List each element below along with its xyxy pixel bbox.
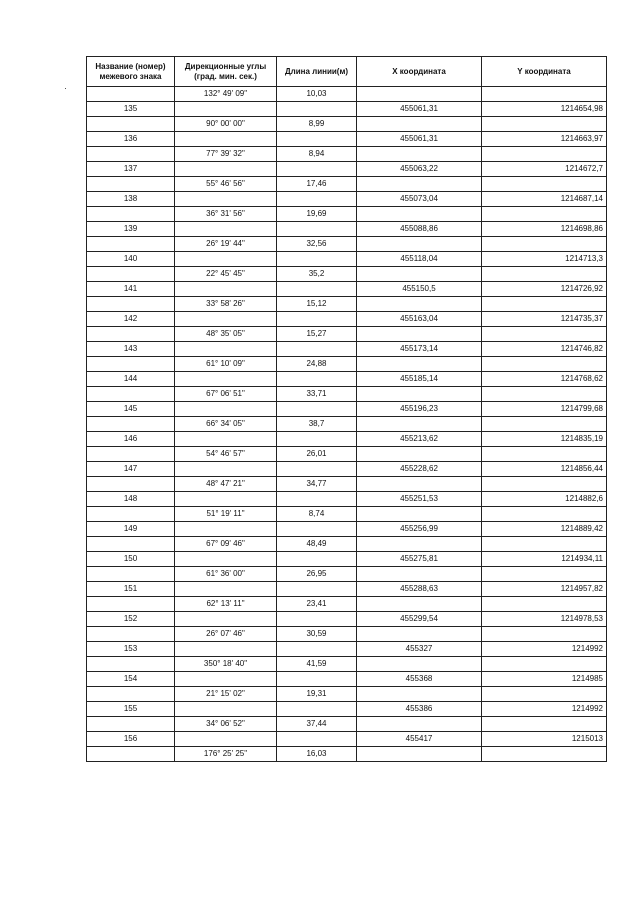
table-row [87, 387, 607, 402]
empty-cell [482, 417, 607, 432]
empty-cell [277, 582, 357, 597]
direction-angle-cell: 350° 18' 40" [175, 657, 277, 672]
empty-cell [482, 327, 607, 342]
empty-cell [357, 177, 482, 192]
empty-cell [277, 612, 357, 627]
line-length-cell: 26,01 [277, 447, 357, 462]
x-coordinate-cell: 455417 [357, 732, 482, 747]
empty-cell [277, 132, 357, 147]
empty-cell [482, 657, 607, 672]
direction-angle-cell: 26° 19' 44" [175, 237, 277, 252]
empty-cell [482, 357, 607, 372]
empty-cell [87, 627, 175, 642]
empty-cell [175, 582, 277, 597]
mark-name-cell: 147 [87, 462, 175, 477]
empty-cell [357, 237, 482, 252]
line-length-cell: 10,03 [277, 87, 357, 102]
empty-cell [175, 612, 277, 627]
table-row [87, 672, 607, 687]
direction-angle-cell: 48° 35' 05" [175, 327, 277, 342]
x-coordinate-cell: 455251,53 [357, 492, 482, 507]
empty-cell [87, 147, 175, 162]
empty-cell [482, 297, 607, 312]
y-coordinate-cell: 1214698,86 [482, 222, 607, 237]
empty-cell [87, 507, 175, 522]
line-length-cell: 15,27 [277, 327, 357, 342]
mark-name-cell: 143 [87, 342, 175, 357]
empty-cell [482, 507, 607, 522]
x-coordinate-cell: 455228,62 [357, 462, 482, 477]
empty-cell [175, 672, 277, 687]
table-row [87, 222, 607, 237]
empty-cell [87, 267, 175, 282]
direction-angle-cell: 61° 36' 00" [175, 567, 277, 582]
mark-name-cell: 152 [87, 612, 175, 627]
header-direction-angle: Дирекционные углы (град. мин. сек.) [175, 57, 277, 87]
table-row [87, 282, 607, 297]
direction-angle-cell: 77° 39' 32" [175, 147, 277, 162]
empty-cell [87, 177, 175, 192]
direction-angle-cell: 21° 15' 02" [175, 687, 277, 702]
empty-cell [482, 87, 607, 102]
y-coordinate-cell: 1214687,14 [482, 192, 607, 207]
direction-angle-cell: 66° 34' 05" [175, 417, 277, 432]
empty-cell [277, 252, 357, 267]
y-coordinate-cell: 1214735,37 [482, 312, 607, 327]
empty-cell [277, 642, 357, 657]
y-coordinate-cell: 1214985 [482, 672, 607, 687]
empty-cell [277, 102, 357, 117]
x-coordinate-cell: 455256,99 [357, 522, 482, 537]
empty-cell [482, 207, 607, 222]
empty-cell [277, 402, 357, 417]
empty-cell [277, 432, 357, 447]
header-x-coordinate: X координата [357, 57, 482, 87]
x-coordinate-cell: 455386 [357, 702, 482, 717]
table-row [87, 147, 607, 162]
empty-cell [87, 477, 175, 492]
table-row [87, 717, 607, 732]
empty-cell [357, 567, 482, 582]
empty-cell [175, 402, 277, 417]
line-length-cell: 24,88 [277, 357, 357, 372]
header-mark-name: Название (номер) межевого знака [87, 57, 175, 87]
y-coordinate-cell: 1214663,97 [482, 132, 607, 147]
mark-name-cell: 148 [87, 492, 175, 507]
empty-cell [87, 237, 175, 252]
mark-name-cell: 142 [87, 312, 175, 327]
x-coordinate-cell: 455368 [357, 672, 482, 687]
line-length-cell: 35,2 [277, 267, 357, 282]
empty-cell [357, 87, 482, 102]
y-coordinate-cell: 1214882,6 [482, 492, 607, 507]
table-row [87, 492, 607, 507]
empty-cell [175, 732, 277, 747]
empty-cell [277, 702, 357, 717]
empty-cell [357, 687, 482, 702]
table-row [87, 582, 607, 597]
table-row [87, 252, 607, 267]
empty-cell [175, 102, 277, 117]
line-length-cell: 15,12 [277, 297, 357, 312]
empty-cell [357, 747, 482, 762]
y-coordinate-cell: 1214713,3 [482, 252, 607, 267]
empty-cell [482, 687, 607, 702]
table-row [87, 477, 607, 492]
empty-cell [87, 537, 175, 552]
empty-cell [357, 507, 482, 522]
mark-name-cell: 144 [87, 372, 175, 387]
empty-cell [87, 687, 175, 702]
direction-angle-cell: 67° 09' 46" [175, 537, 277, 552]
table-row [87, 267, 607, 282]
empty-cell [277, 282, 357, 297]
empty-cell [277, 732, 357, 747]
line-length-cell: 38,7 [277, 417, 357, 432]
empty-cell [277, 522, 357, 537]
table-row [87, 297, 607, 312]
page-margin-mark: · [64, 83, 67, 93]
empty-cell [175, 432, 277, 447]
x-coordinate-cell: 455063,22 [357, 162, 482, 177]
empty-cell [175, 192, 277, 207]
empty-cell [277, 462, 357, 477]
empty-cell [175, 162, 277, 177]
table-row [87, 702, 607, 717]
empty-cell [175, 552, 277, 567]
direction-angle-cell: 26° 07' 46" [175, 627, 277, 642]
line-length-cell: 8,74 [277, 507, 357, 522]
y-coordinate-cell: 1214799,68 [482, 402, 607, 417]
empty-cell [277, 552, 357, 567]
mark-name-cell: 136 [87, 132, 175, 147]
empty-cell [357, 387, 482, 402]
empty-cell [87, 117, 175, 132]
y-coordinate-cell: 1214746,82 [482, 342, 607, 357]
table-row [87, 447, 607, 462]
empty-cell [87, 417, 175, 432]
empty-cell [175, 522, 277, 537]
empty-cell [482, 477, 607, 492]
y-coordinate-cell: 1214934,11 [482, 552, 607, 567]
mark-name-cell: 154 [87, 672, 175, 687]
table-row [87, 747, 607, 762]
x-coordinate-cell: 455173,14 [357, 342, 482, 357]
header-row [87, 57, 607, 87]
direction-angle-cell: 36° 31' 56" [175, 207, 277, 222]
mark-name-cell: 137 [87, 162, 175, 177]
direction-angle-cell: 132° 49' 09" [175, 87, 277, 102]
mark-name-cell: 149 [87, 522, 175, 537]
direction-angle-cell: 61° 10' 09" [175, 357, 277, 372]
y-coordinate-cell: 1214654,98 [482, 102, 607, 117]
table-row [87, 402, 607, 417]
table-row [87, 627, 607, 642]
empty-cell [175, 132, 277, 147]
x-coordinate-cell: 455196,23 [357, 402, 482, 417]
empty-cell [87, 87, 175, 102]
empty-cell [87, 567, 175, 582]
direction-angle-cell: 34° 06' 52" [175, 717, 277, 732]
table-row [87, 162, 607, 177]
empty-cell [87, 207, 175, 222]
line-length-cell: 8,99 [277, 117, 357, 132]
table-row [87, 327, 607, 342]
line-length-cell: 32,56 [277, 237, 357, 252]
empty-cell [482, 747, 607, 762]
empty-cell [357, 147, 482, 162]
x-coordinate-cell: 455185,14 [357, 372, 482, 387]
empty-cell [87, 597, 175, 612]
empty-cell [482, 717, 607, 732]
y-coordinate-cell: 1214835,19 [482, 432, 607, 447]
empty-cell [175, 282, 277, 297]
line-length-cell: 19,31 [277, 687, 357, 702]
mark-name-cell: 145 [87, 402, 175, 417]
empty-cell [357, 717, 482, 732]
empty-cell [87, 717, 175, 732]
boundary-coordinates-table [86, 56, 607, 762]
direction-angle-cell: 55° 46' 56" [175, 177, 277, 192]
line-length-cell: 33,71 [277, 387, 357, 402]
empty-cell [482, 267, 607, 282]
table-row [87, 132, 607, 147]
table-row [87, 537, 607, 552]
empty-cell [175, 642, 277, 657]
empty-cell [87, 327, 175, 342]
table-row [87, 507, 607, 522]
direction-angle-cell: 62° 13' 11" [175, 597, 277, 612]
x-coordinate-cell: 455150,5 [357, 282, 482, 297]
line-length-cell: 34,77 [277, 477, 357, 492]
table-row [87, 657, 607, 672]
empty-cell [277, 222, 357, 237]
x-coordinate-cell: 455088,86 [357, 222, 482, 237]
mark-name-cell: 151 [87, 582, 175, 597]
table-row [87, 642, 607, 657]
mark-name-cell: 153 [87, 642, 175, 657]
empty-cell [357, 447, 482, 462]
empty-cell [277, 492, 357, 507]
table-row [87, 432, 607, 447]
table-row [87, 87, 607, 102]
direction-angle-cell: 90° 00' 00" [175, 117, 277, 132]
empty-cell [87, 447, 175, 462]
mark-name-cell: 141 [87, 282, 175, 297]
y-coordinate-cell: 1214856,44 [482, 462, 607, 477]
direction-angle-cell: 176° 25' 25" [175, 747, 277, 762]
table-row [87, 357, 607, 372]
line-length-cell: 30,59 [277, 627, 357, 642]
empty-cell [357, 297, 482, 312]
line-length-cell: 19,69 [277, 207, 357, 222]
empty-cell [175, 252, 277, 267]
empty-cell [357, 537, 482, 552]
x-coordinate-cell: 455275,81 [357, 552, 482, 567]
empty-cell [482, 627, 607, 642]
empty-cell [357, 357, 482, 372]
empty-cell [357, 477, 482, 492]
x-coordinate-cell: 455073,04 [357, 192, 482, 207]
y-coordinate-cell: 1214957,82 [482, 582, 607, 597]
empty-cell [482, 147, 607, 162]
line-length-cell: 26,95 [277, 567, 357, 582]
mark-name-cell: 139 [87, 222, 175, 237]
empty-cell [175, 342, 277, 357]
empty-cell [277, 162, 357, 177]
direction-angle-cell: 33° 58' 26" [175, 297, 277, 312]
empty-cell [277, 672, 357, 687]
x-coordinate-cell: 455061,31 [357, 102, 482, 117]
empty-cell [87, 657, 175, 672]
x-coordinate-cell: 455327 [357, 642, 482, 657]
line-length-cell: 8,94 [277, 147, 357, 162]
table-row [87, 102, 607, 117]
mark-name-cell: 140 [87, 252, 175, 267]
mark-name-cell: 135 [87, 102, 175, 117]
y-coordinate-cell: 1215013 [482, 732, 607, 747]
table-row [87, 117, 607, 132]
table-row [87, 687, 607, 702]
empty-cell [357, 417, 482, 432]
empty-cell [87, 357, 175, 372]
y-coordinate-cell: 1214992 [482, 702, 607, 717]
empty-cell [277, 312, 357, 327]
empty-cell [175, 372, 277, 387]
empty-cell [277, 342, 357, 357]
empty-cell [482, 567, 607, 582]
mark-name-cell: 156 [87, 732, 175, 747]
direction-angle-cell: 51° 19' 11" [175, 507, 277, 522]
empty-cell [357, 657, 482, 672]
empty-cell [175, 702, 277, 717]
x-coordinate-cell: 455118,04 [357, 252, 482, 267]
direction-angle-cell: 22° 45' 45" [175, 267, 277, 282]
empty-cell [87, 747, 175, 762]
x-coordinate-cell: 455288,63 [357, 582, 482, 597]
line-length-cell: 23,41 [277, 597, 357, 612]
table-row [87, 207, 607, 222]
y-coordinate-cell: 1214889,42 [482, 522, 607, 537]
empty-cell [175, 492, 277, 507]
line-length-cell: 17,46 [277, 177, 357, 192]
empty-cell [175, 222, 277, 237]
empty-cell [175, 312, 277, 327]
x-coordinate-cell: 455299,54 [357, 612, 482, 627]
y-coordinate-cell: 1214672,7 [482, 162, 607, 177]
y-coordinate-cell: 1214768,62 [482, 372, 607, 387]
direction-angle-cell: 67° 06' 51" [175, 387, 277, 402]
line-length-cell: 41,59 [277, 657, 357, 672]
y-coordinate-cell: 1214992 [482, 642, 607, 657]
table-row [87, 612, 607, 627]
y-coordinate-cell: 1214726,92 [482, 282, 607, 297]
table-row [87, 597, 607, 612]
empty-cell [482, 177, 607, 192]
empty-cell [482, 117, 607, 132]
table-row [87, 192, 607, 207]
mark-name-cell: 155 [87, 702, 175, 717]
mark-name-cell: 146 [87, 432, 175, 447]
header-y-coordinate: Y координата [482, 57, 607, 87]
empty-cell [482, 447, 607, 462]
table-row [87, 417, 607, 432]
table-row [87, 732, 607, 747]
y-coordinate-cell: 1214978,53 [482, 612, 607, 627]
empty-cell [357, 597, 482, 612]
empty-cell [357, 327, 482, 342]
empty-cell [357, 117, 482, 132]
empty-cell [482, 237, 607, 252]
line-length-cell: 16,03 [277, 747, 357, 762]
empty-cell [277, 372, 357, 387]
table-row [87, 567, 607, 582]
table-row [87, 237, 607, 252]
table-row [87, 372, 607, 387]
header-line-length: Длина линии(м) [277, 57, 357, 87]
direction-angle-cell: 54° 46' 57" [175, 447, 277, 462]
mark-name-cell: 150 [87, 552, 175, 567]
x-coordinate-cell: 455163,04 [357, 312, 482, 327]
table-row [87, 177, 607, 192]
empty-cell [482, 387, 607, 402]
empty-cell [277, 192, 357, 207]
empty-cell [482, 597, 607, 612]
empty-cell [175, 462, 277, 477]
table-row [87, 462, 607, 477]
empty-cell [357, 207, 482, 222]
table-row [87, 522, 607, 537]
table-row [87, 342, 607, 357]
mark-name-cell: 138 [87, 192, 175, 207]
empty-cell [87, 297, 175, 312]
table-body [87, 87, 607, 762]
empty-cell [482, 537, 607, 552]
x-coordinate-cell: 455213,62 [357, 432, 482, 447]
line-length-cell: 37,44 [277, 717, 357, 732]
direction-angle-cell: 48° 47' 21" [175, 477, 277, 492]
x-coordinate-cell: 455061,31 [357, 132, 482, 147]
table-row [87, 312, 607, 327]
empty-cell [357, 627, 482, 642]
line-length-cell: 48,49 [277, 537, 357, 552]
table-row [87, 552, 607, 567]
empty-cell [357, 267, 482, 282]
empty-cell [87, 387, 175, 402]
